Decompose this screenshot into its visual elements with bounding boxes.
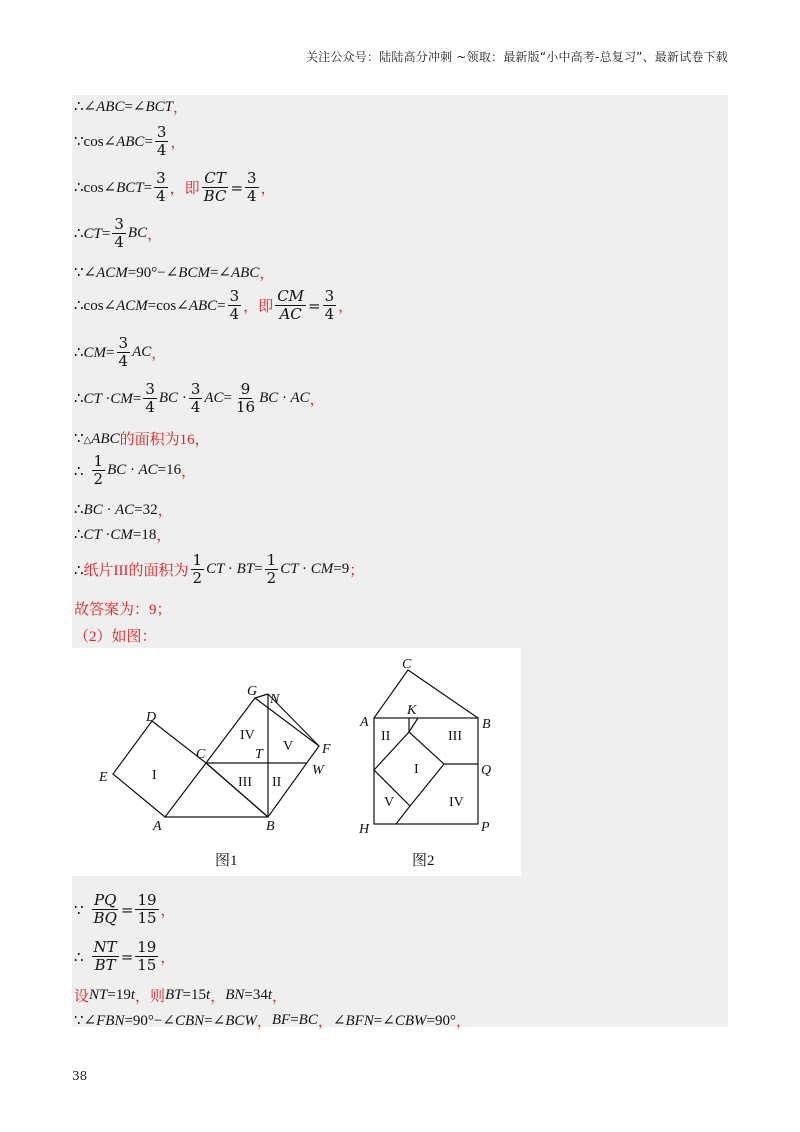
triangle-top: [374, 670, 478, 718]
solution-line-18: 设 NT=19t ，则 BT=15t ， BN=34t ，: [74, 987, 288, 1005]
label2-K: K: [407, 703, 417, 718]
region2-I: I: [414, 762, 419, 777]
region-I: I: [152, 768, 157, 783]
solution-line-8: ∴CT ·CM= $\frac{3}{4}$ BC · $\frac{3}{4}$ AC= $\frac{9}{16}$ BC · AC ，: [74, 380, 325, 416]
solution-line-17: ∴ $\frac{NT}{BT}$ = $\frac{19}{15}$ ，: [74, 938, 176, 974]
line-text: ∴∠ABC=∠BCT: [74, 99, 174, 115]
label2-Q: Q: [481, 763, 492, 778]
region-IV: IV: [240, 728, 255, 743]
label2-A: A: [360, 715, 369, 730]
label-B: B: [266, 819, 275, 834]
solution-line-14: 故答案为：9；: [74, 602, 172, 618]
label2-C: C: [402, 657, 412, 672]
solution-line-6: ∴cos∠ACM=cos∠ABC= $\frac{3}{4}$ ，即 $\frac{CM}{AC}$ = $\frac{3}{4}$ ，: [74, 287, 354, 323]
solution-line-9: ∵△ABC 的面积为16，: [74, 431, 210, 448]
region2-V: V: [384, 795, 395, 810]
solution-line-1: ∴∠ABC=∠BCT ，: [74, 99, 189, 116]
region2-II: II: [381, 729, 391, 744]
region-III: III: [238, 775, 252, 790]
square-I: [113, 721, 206, 817]
solution-line-3: ∴cos∠BCT= $\frac{3}{4}$ ，即 $\frac{CT}{BC}$ = $\frac{3}{4}$ ，: [74, 169, 276, 205]
region2-IV: IV: [449, 795, 464, 810]
figure-1: [113, 694, 319, 817]
label-G: G: [247, 684, 258, 699]
label2-B: B: [482, 717, 491, 732]
label-N: N: [270, 692, 280, 707]
solution-line-15: （2）如图：: [74, 629, 157, 645]
solution-line-12: ∴CT ·CM=18 ，: [74, 527, 172, 544]
label-W: W: [312, 763, 324, 778]
label-C: C: [196, 747, 206, 762]
solution-line-2: ∵cos∠ABC= $\frac{3}{4}$ ，: [74, 123, 186, 159]
figure-1-labels: [98, 684, 331, 834]
solution-line-10: ∴ $\frac{1}{2}$ BC · AC=16 ，: [74, 452, 197, 488]
label-E: E: [99, 770, 108, 785]
solution-line-7: ∴CM= $\frac{3}{4}$ AC ，: [74, 334, 167, 370]
figure-box: [72, 648, 521, 876]
page-number: 38: [72, 1069, 88, 1083]
geometry-figures: [72, 648, 521, 876]
solution-line-13: ∴ 纸片III的面积为 $\frac{1}{2}$ CT · BT= $\frac{1}{2}$ CT · CM=9 ；: [74, 551, 365, 587]
solution-line-4: ∴CT= $\frac{3}{4}$ BC ，: [74, 215, 163, 251]
label2-P: P: [481, 820, 490, 835]
solution-line-19: ∵∠FBN=90°−∠CBN=∠BCW ， BF=BC ， ∠BFN=∠CBW=90° ，: [74, 1012, 471, 1030]
figure-2-caption: 图2: [412, 853, 435, 869]
region-II: II: [272, 775, 282, 790]
solution-line-16: ∵ $\frac{PQ}{BQ}$ = $\frac{19}{15}$ ，: [74, 891, 176, 927]
figure-1-caption: 图1: [215, 853, 238, 869]
solution-line-11: ∴BC · AC=32 ，: [74, 502, 173, 519]
label2-H: H: [359, 822, 370, 837]
solution-line-5: ∵∠ACM=90°−∠BCM=∠ABC ，: [74, 265, 275, 282]
label-T: T: [255, 747, 263, 762]
label-A: A: [153, 819, 162, 834]
figure-2-regions: [381, 729, 464, 810]
label-D: D: [146, 710, 157, 725]
region2-III: III: [448, 729, 462, 744]
label-F: F: [322, 742, 331, 757]
page-header: 关注公众号：陆陆高分冲刺 ~领取：最新版“小中高考-总复习”、最新试卷下载: [305, 50, 728, 64]
region-V: V: [283, 739, 294, 754]
